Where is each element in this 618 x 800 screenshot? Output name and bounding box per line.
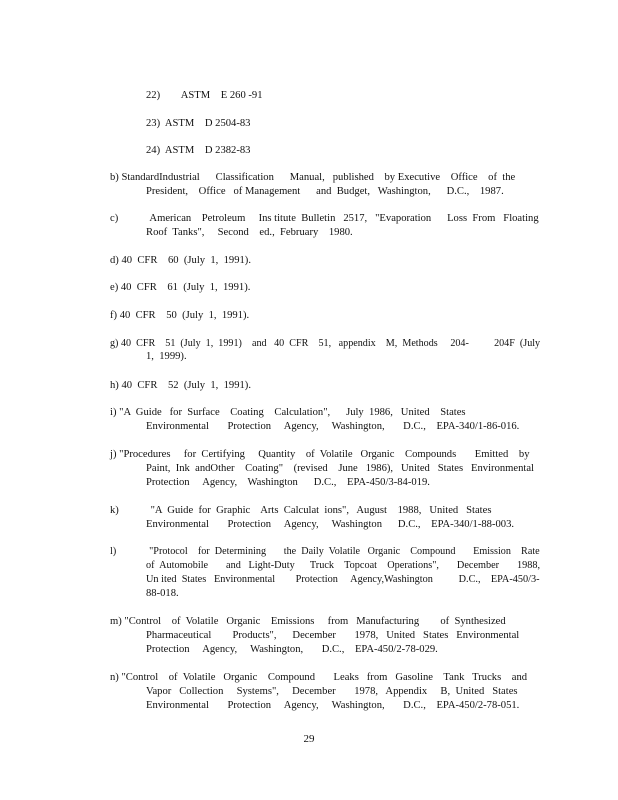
reference-24: 24) ASTM D 2382-83 bbox=[146, 145, 251, 156]
reference-k-line-1: k) "A Guide for Graphic Arts Calculat ions", August 1988, United States bbox=[110, 505, 492, 516]
reference-d: d) 40 CFR 60 (July 1, 1991). bbox=[110, 255, 251, 266]
reference-23: 23) ASTM D 2504-83 bbox=[146, 118, 251, 129]
reference-g-line-1: g) 40 CFR 51 (July 1, 1991) and 40 CFR 51, appendix M, Methods 204- 204F (July bbox=[110, 338, 541, 349]
reference-i-line-1: i) "A Guide for Surface Coating Calculation", July 1986, United States bbox=[110, 407, 466, 418]
reference-j-line-1: j) "Procedures for Certifying Quantity of Volatile Organic Compounds Emitted by bbox=[110, 449, 530, 460]
reference-c-line-2: Roof Tanks", Second ed., February 1980. bbox=[146, 227, 353, 238]
page-number: 29 bbox=[303, 733, 315, 745]
reference-22: 22) ASTM E 260 -91 bbox=[146, 90, 263, 101]
reference-l-line-2: of Automobile and Light-Duty Truck Topcoat Operations", December 1988, bbox=[146, 560, 541, 571]
reference-n-line-2: Vapor Collection Systems", December 1978, Appendix B, United States bbox=[146, 686, 518, 697]
reference-b-line-2: President, Office of Management and Budget, Washington, D.C., 1987. bbox=[146, 186, 504, 197]
reference-j-line-3: Protection Agency, Washington D.C., EPA-450/3-84-019. bbox=[146, 477, 430, 488]
reference-m-line-2: Pharmaceutical Products", December 1978, United States Environmental bbox=[146, 630, 520, 641]
reference-c-line-1: c) American Petroleum Ins titute Bulletin 2517, "Evaporation Loss From Floating bbox=[110, 213, 539, 224]
reference-j-line-2: Paint, Ink andOther Coating" (revised June 1986), United States Environmental bbox=[146, 463, 534, 474]
reference-n-line-1: n) "Control of Volatile Organic Compound Leaks from Gasoline Tank Trucks and bbox=[110, 672, 528, 683]
reference-l-line-3: Un ited States Environmental Protection Agency,Washington D.C., EPA-450/3- bbox=[146, 574, 540, 585]
reference-m-line-1: m) "Control of Volatile Organic Emissions from Manufacturing of Synthesized bbox=[110, 616, 506, 627]
reference-l-line-1: l) "Protocol for Determining the Daily Volatile Organic Compound Emission Rate bbox=[110, 546, 540, 557]
reference-f: f) 40 CFR 50 (July 1, 1991). bbox=[110, 310, 250, 321]
reference-e: e) 40 CFR 61 (July 1, 1991). bbox=[110, 282, 251, 293]
reference-l-line-4: 88-018. bbox=[146, 588, 179, 599]
reference-g-line-2: 1, 1999). bbox=[146, 351, 187, 362]
reference-k-line-2: Environmental Protection Agency, Washington D.C., EPA-340/1-88-003. bbox=[146, 519, 515, 530]
reference-h: h) 40 CFR 52 (July 1, 1991). bbox=[110, 380, 251, 391]
reference-m-line-3: Protection Agency, Washington, D.C., EPA-450/2-78-029. bbox=[146, 644, 438, 655]
reference-n-line-3: Environmental Protection Agency, Washington, D.C., EPA-450/2-78-051. bbox=[146, 700, 520, 711]
reference-b-line-1: b) StandardIndustrial Classification Manual, published by Executive Office of the bbox=[110, 172, 516, 183]
reference-i-line-2: Environmental Protection Agency, Washington, D.C., EPA-340/1-86-016. bbox=[146, 421, 520, 432]
